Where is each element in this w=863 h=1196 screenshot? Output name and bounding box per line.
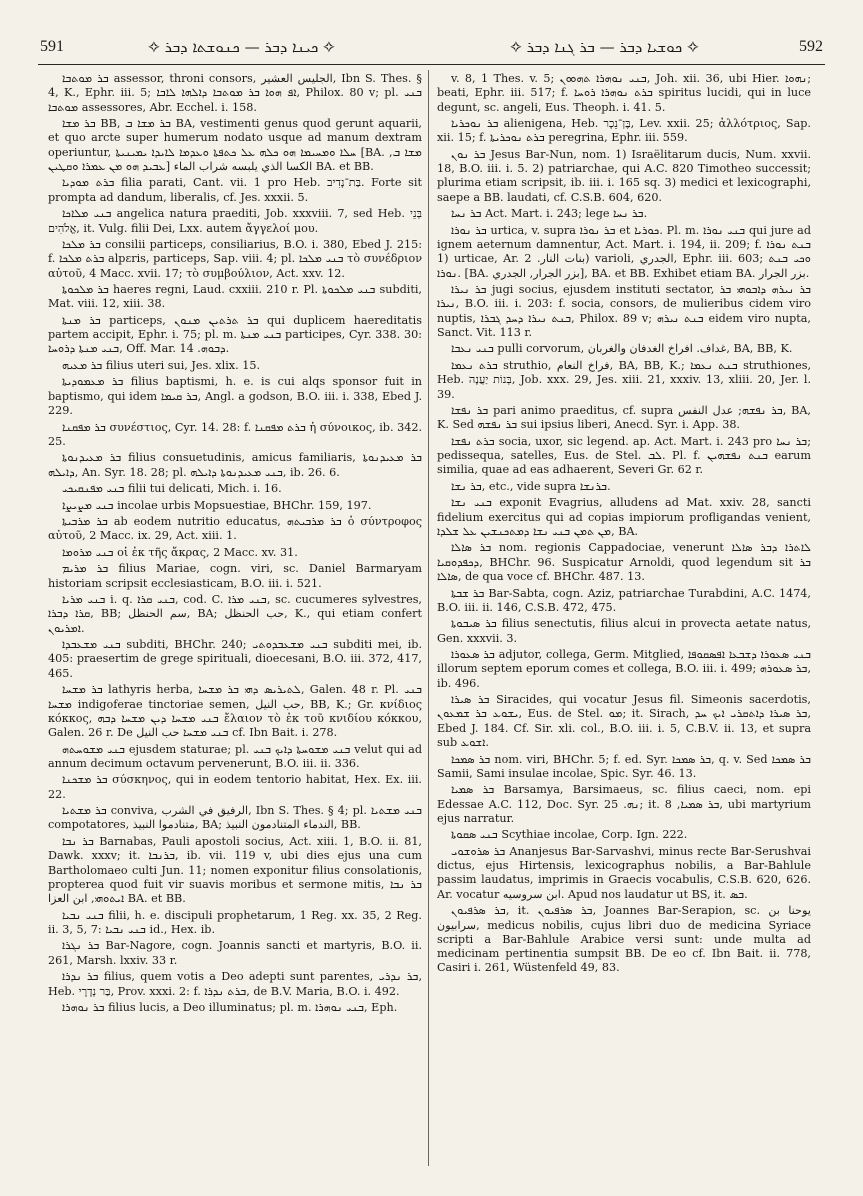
dictionary-entry: ܒܢܝ ܡܪܘܡܐ οἱ ἐκ τῆς ἄκρας, 2 Macc. xv. 31. — [62, 545, 298, 559]
dictionary-entry: ܒܢܝ ܡܫܘܚܬܗ ejusdem staturae; pl. ܒܢܝ ܡܫܘܚܬܐ ܕܐܝܟ ܒܢܝ velut qui ad annum decimum octavum pervenerunt, B.O. iii. ii. 336. — [48, 742, 422, 770]
dictionary-entry: ܒܪ ܢܓܪܐ Bar-Nagore, cogn. Joannis sancti et martyris, B.O. ii. 261, Marsh. lxxiv. 33 r. — [48, 939, 422, 967]
running-head-left: ✧ ܟܝܢܐ ܕܒܪ — ܟܢܘܫܬܐ ܕܒܪ ✧ — [148, 38, 335, 56]
header-rule — [38, 64, 825, 65]
dictionary-entry: ܒܢܝ ܡܦܢܩܝܟܝ filii tui delicati, Mich. i. 16. — [62, 482, 282, 496]
dictionary-entry: ܒܪ ܣܐܠܐ nom. regionis Cappadociae, venerunt ܠܐܬܪܐ ܕܒܪ ܣܐܠܐ ܕܟܦܕܘܩܝܐ, BHChr. 96. Suspicatur Arnoldi, quod legendum sit ܒܪ ܣܐܠܐ, de qua voce cf. BHChr. 487. 13. — [437, 541, 811, 584]
dictionary-entry: ܒܪ ܣܡܝܐ Barsamya, Barsimaeus, sc. filius caeci, nom. epi Edessae A.C. 112, Doc. Syr. ܢܗ. 25; it. ܒܪ ܣܡܝܐ, 8, ubi martyrium ejus narratur. — [437, 783, 811, 825]
left-column — [48, 72, 422, 1162]
dictionary-entry: ܒܪ ܢܘܢ Jesus Bar-Nun, nom. 1) Israëlitarum ducis, Num. xxvii. 18, B.O. iii. i. 5. 2) patriarchae, qui A.C. 820 Timotheo successit; plurima etiam scripsit, ib. iii. i. 165 sq. 3) medici et lexicographi, saepe a BB. laudati, cf. C.S.B. 604, 620. — [437, 147, 811, 204]
dictionary-entry: ܒܪ ܢܘܗܪܐ filius lucis, a Deo illuminatus; pl. m. ܒܢܝ ܢܘܗܪܐ, Eph. — [62, 1000, 398, 1014]
dictionary-entry: ܒܪ ܡܥܝܗ filius uteri sui, Jes. xlix. 15. — [62, 358, 261, 372]
dictionary-entry: ܒܢܝ ܡܫܥܒܕܐ subditi, BHChr. 240; ܒܢܝ ܡܫܥܒܕܘܬܝ subditi mei, ib. 405: praesertim de grege spirituali, dioecesani, B.O. iii. 372, 417, 465. — [48, 638, 422, 680]
dictionary-entry: v. 8, 1 Thes. v. 5; ܒܢܝ ܢܘܗܪܐ ܬܗܘܘܢ, Joh. xii. 36, ubi Hier. ܢܗܘܐ; beati, Ephr. iii. 517; f. ܒܪܬ ܢܘܗܪܐ ܪܘܚܐ spiritus lucidi, qui in luce degunt, sc. angeli, Eus. Theoph. i. 41. 5. — [437, 72, 811, 114]
dictionary-entry: ܒܪܬ ܢܥܡܐ struthio, فراخ النعام, BA, BB, K.; ܒܢܬ ܢܥܡܐ struthiones, Heb. בְּנוֹת יַעֲנָה, Job. xxx. 29, Jes. xiii. 21, xxxiv. 13, xliii. 20, Jer. l. 39. — [437, 358, 811, 401]
running-head-right: ✧ ܟܘܫܝܐ ܕܒܪ — ܒܪ ܓܢܐ ܕܒܪ ✧ — [510, 38, 699, 56]
dictionary-entry: ܒܢܝ ܢܫܐ exponit Evagrius, alludens ad Mat. xxiv. 28, sancti fidelium exercitus qui ad copias impiorum profligandas venient, ܡܢ ܬܡܢ ܒܢܝ ܢܫܐ ܕܡܬܟܢܫܝܢ ܥܠ ܫܠܕܐ, BA. — [437, 496, 811, 538]
dictionary-entry: ܒܪ ܡܥܝܕܢܘܬܐ filius consuetudinis, amicus familiaris, ܒܪ ܡܥܝܕܢܘܬܐ ܕܐܝܠܗ, An. Syr. 18. 28; pl. ܒܢܝ ܡܥܝܕܢܘܬܐ ܕܐܝܠܗ, ib. 26. 6. — [48, 451, 422, 479]
dictionary-entry: ܒܪ ܣܪܦܝܘܢ, it. ܒܪ ܣܪܦܝܘܢ, Joannes Bar-Serapion, sc. يوحنا بن سرابيون, medicus nobilis, cujus libri duo de medicina Syriace scripti a Bar-Bahlule Arabice versi sunt: unde multa ad medicinam pertinentia sumpsit BB. De eo cf. Ibn Bait. ii. 778, Casiri i. 261, Wüstenfeld 49, 83. — [437, 904, 811, 975]
dictionary-entry: ܒܪ ܢܚܐ Act. Mart. i. 243; lege ܒܪ ܢܚܐ. — [451, 207, 648, 221]
dictionary-entry: ܒܢܝ ܡܪܝܐ i. q. ܒܢܝ ܩܪܐ, cod. C. ܒܢܝ ܡܪܐ, sc. cucumeres sylvestres, ܩܪܐ ܕܒܪܐ, BB; سم الحنظل, BA; حب الحنظل, K., qui etiam confert ܐܡܪܝܘܢ. — [48, 593, 422, 635]
dictionary-entry: ܒܪ ܡܠܟܘܬܐ haeres regni, Laud. cxxiii. 210 r. Pl. ܒܢܝ ܡܠܟܘܬܐ subditi, Mat. viii. 12, xiii. 38. — [48, 283, 422, 311]
dictionary-entry: ܒܪ ܢܘܟܪܝܐ alienigena, Heb. בֶּן־נֵכָר, Lev. xxii. 25; ἀλλότριος, Sap. xii. 15; f. ܒܪܬ ܢܘܟܪܝܬܐ peregrina, Ephr. iii. 559. — [437, 117, 811, 145]
dictionary-entry: ܒܪ ܫܒܬܐ Bar-Sabta, cogn. Aziz, patriarchae Turabdini, A.C. 1474, B.O. iii. ii. 146, C.S.B. 472, 475. — [437, 586, 811, 614]
dictionary-entry: ܒܪ ܢܫܐ, etc., vide supra ܒܪܢܫܐ. — [451, 479, 611, 493]
dictionary-entry: ܒܢܝ ܣܩܘܬܐ Scythiae incolae, Corp. Ign. 222. — [451, 828, 688, 842]
dictionary-entry: ܒܪ ܣܪܘܫܘܝ Ananjesus Bar-Sarvashvi, minus recte Bar-Serushvai dictus, ejus Hirtensis, lexicographus nobilis, a Bar-Bahlule passim laudatus, imprimis in Graecis vocabulis, C.S.B. 620, 626. Ar. vocatur ابن سروسيه. Apud nos laudatur ut BS, it. ܒܣ. — [437, 844, 811, 901]
dictionary-entry: ܒܪ ܡܥܡܘܕܝܬܐ filius baptismi, h. e. is cui alqs sponsor fuit in baptismo, qui idem ܒܪ ܩܝܡܐ, Angl. a godson, B.O. iii. i. 338, Ebed J. 229. — [48, 375, 422, 418]
right-column — [437, 72, 811, 1162]
dictionary-entry: ܒܪܬ ܡܘܕܝܐ filia parati, Cant. vii. 1 pro Heb. בַּת־נָדִיב. Forte sit prompta ad dandum, liberalis, cf. Jes. xxxii. 5. — [48, 176, 422, 204]
dictionary-entry: ܒܪ ܢܒܐ Barnabas, Pauli apostoli socius, Act. xiii. 1, B.O. ii. 81, Dawk. xxxv; it. ܒܪܢܒܐ, ib. vii. 119 v, ubi dies ejus una cum Bartholomaeo culti Jun. 11; nomen exponitur filius consolationis, propterea quod fuit vir suavis moribus et sermone mitis, ܒܪ ܢܒܐ ܐܝܬܘܗܝ, ابن العزا BA. et BB. — [48, 834, 422, 906]
column-divider — [428, 70, 429, 1166]
page-number-right: 592 — [799, 38, 823, 55]
dictionary-entry: ܒܪ ܡܘܬܒܐ assessor, throni consors, الجليس العشير, Ibn S. Thes. § 4, K., Ephr. iii. 5; ܐܦ ܗܘܐ ܒܪ ܡܘܬܒܐ ܕܐܠܗܐ ܠܐܒܐ, Philox. 80 v; pl. ܒܢܝ ܡܘܬܒܐ assessores, Abr. Ecchel. i. 158. — [48, 72, 422, 114]
dictionary-entry: ܒܪ ܡܫܐ BB, ܒܪ ܡܫܐ ܒ BA, vestimenti genus quod gerunt aquarii, et quo arcte super humerum nodato usque ad manum dextram operiuntur, ܚܠܐ ܘܡܚܝܡܐ ܗܘ ܟܠܗ ܥܠ ܟܬܦܬܐ ܘܥܕܡܐ ܠܐܝܕܐ ܝܡܝܢܝܬܐ [BA. ܡܫܐ ܒ, ܥܒܝܕ ܗܘ ܡܢ ܥܡܪܐ ܘܩܛܝܢ] الكسا الذي يلبسه شراب الماء BA. et BB. — [48, 117, 422, 173]
dictionary-entry: ܒܪ ܢܕܪܐ filius, quem votis a Deo adepti sunt parentes, ܒܪ ܢܕܪܝ, Heb. בַּר נְדָרָי, Prov. xxxi. 2: f. ܒܪܬ ܢܕܪܐ, de B.V. Maria, B.O. i. 492. — [48, 970, 422, 998]
page-number-left: 591 — [40, 38, 64, 55]
dictionary-entry: ܒܪ ܡܪܝܡ filius Mariae, cogn. viri, sc. Daniel Barmaryam historiam scripsit ecclesiasticam, B.O. iii. i. 521. — [48, 562, 422, 590]
dictionary-entry: ܒܪ ܣܡܟܐ nom. viri, BHChr. 5; f. ed. Syr. ܒܪ ܣܡܟܐ, q. v. Sed ܒܪ ܣܡܟܐ Samii, Sami insulae incolae, Spic. Syr. 46. 13. — [437, 752, 811, 780]
dictionary-entry: ܒܪ ܢܝܪܐ jugi socius, ejusdem instituti sectator, ܒܪ ܢܝܪܗ ܕܐܒܘܗܝ ܒܪ ܢܝܪܐ, B.O. iii. i. 203: f. socia, consors, de mulieribus cidem viro nuptis, ܒܢܬ ܢܝܪܐ ܕܚܕ ܓܒܪܐ, Philox. 89 v; ܒܢܬ ܢܝܪܗ eidem viro nupta, Sanct. Vit. 113 r. — [437, 283, 811, 339]
dictionary-entry: ܒܪ ܡܫܟܢܐ σύσκηνος, qui in eodem tentorio habitat, Hex. Ex. iii. 22. — [48, 773, 422, 801]
dictionary-entry: ܒܢܝ ܢܒܝܐ filii, h. e. discipuli prophetarum, 1 Reg. xx. 35, 2 Reg. ii. 3, 5, 7: ܒܢܝ ܢܒܝܐ id., Hex. ib. — [48, 908, 422, 936]
dictionary-entry: ܒܪ ܢܦܫܐ pari animo praeditus, cf. supra ܒܪ ܢܦܫܗ; عدل النفس, BA, K. Sed ܒܪ ܢܦܫܗ sui ipsius liberi, Anecd. Syr. i. App. 38. — [437, 404, 811, 432]
dictionary-entry: ܒܪ ܣܥܘܪܐ adjutor, collega, Germ. Mitglied, ܒܢܝ ܣܥܘܪܐ ܕܫܒܥܐ ܐܦܣܩܘܦܐ illorum septem eporum comes et collega, B.O. iii. i. 499; ܒܪ ܣܥܘܪܗ, ib. 496. — [437, 648, 811, 690]
dictionary-entry: ܒܪ ܣܝܪܐ Siracides, qui vocatur Jesus fil. Simeonis sacerdotis, ܝܫܘܥ ܒܪ ܫܡܥܘܢ, Eus. de Stel. ܡܘ; it. Sirach, ܒܪ ܣܝܪܐ ܕܐܬܩܪܝ ܐܝܟ ܚܕ, Ebed J. 184. Cf. Sir. xli. col., B.O. iii. i. 5, C.B.V. ii. 13, et supra sub ܐܫܘܥ. — [437, 693, 811, 750]
dictionary-entry: ܒܪ ܡܫܬܝܐ conviva, الرفيق في الشرب, Ibn S. Thes. § 4; pl. ܒܢܝ ܡܫܬܝܐ compotatores, متنادموا النبيذ, BA; الندماء المتنادمون النبيذ, BB. — [48, 804, 422, 832]
dictionary-entry: ܒܪ ܡܫܚܐ lathyris herba, ܠܬܝܪܝܣ ܕܗܝ ܒܪ ܡܫܚܐ, Galen. 48 r. Pl. ܒܢܝ ܡܫܚܐ indigoferae tinctoriae semen, حب النيل, BB, K.; Gr. κνίδιος κόκκος, ܒܢܝ ܡܫܚܐ ܕܝܢ ܡܫܚܐ ܕܒܗ ἔλαιον τὸ ἐκ τοῦ κνιδίου κόκκου, Galen. 26 r. De ܒܢܝ ܡܫܚܐ حب النيل cf. Ibn Bait. i. 278. — [48, 683, 422, 740]
dictionary-entry: ܒܪ ܢܘܪܐ urtica, v. supra ܒܪ ܢܘܪܐ et ܟܘܪܝܐ. Pl. m. ܒܢܝ ܢܘܪܐ qui jure ad ignem aeternum damnentur, Act. Mart. i. 194, ii. 209; f. ܒܢܬ ܢܘܪܐ 1) urticae, Ar. بنات النار. 2) varioli, الجدري, Ephr. iii. 603; ܘܟܝ ܒܢܬ ܢܘܪܐ. [BA. بزر الجرار, الجدري], BA. et BB. Exhibet etiam BA. بزر الجرار. — [437, 223, 811, 280]
dictionary-entry: ܒܪ ܡܠܟܐ consilii particeps, consiliarius, B.O. i. 380, Ebed J. 215: f. ܒܪܬ ܡܠܟܐ alpεris, particeps, Sap. viii. 4; pl. ܒܢܝ ܡܠܟܐ τὸ συνέδριον αὐτοῦ, 4 Macc. xvii. 17; τὸ συμβούλιον, Act. xxv. 12. — [48, 238, 422, 280]
dictionary-entry: ܒܢܝ ܡܨܝܨܐ incolae urbis Mopsuestiae, BHChr. 159, 197. — [62, 498, 372, 512]
dictionary-entry: ܒܪ ܣܝܒܘܬܐ filius senectutis, filius alcui in provecta aetate natus, Gen. xxxvii. 3. — [437, 617, 811, 645]
dictionary-entry: ܒܪ ܡܢܬܐ particeps, ܒܪ ܬܪܬܝܢ ܡܢܘܢ qui duplicem haereditatis partem accipit, Ephr. i. 75; pl. m. ܒܢܝ ܡܢܬܐ participes, Cyr. 338. 30: ܒܢܝ ܡܢܬܐ ܕܪܘܚܐ, Off. Mar. ܕܒܘܗ. 14. — [48, 313, 422, 356]
dictionary-entry: ܒܢܝ ܡܠܐܟܐ angelica natura praediti, Job. xxxviii. 7, sed Heb. בְּנֵי אֱלֹהִים, it. Vulg. filii Dei, Lxx. autem ἄγγελοί μου. — [48, 207, 422, 235]
dictionary-entry: ܒܢܝ ܢܥܒܐ pulli corvorum, غداف. افراخ الغدفان والغربان, BA, BB, K. — [451, 342, 793, 356]
dictionary-entry: ܒܪܬ ܢܦܫܐ socia, uxor, sic legend. ap. Act. Mart. i. 243 pro ܒܪ ܢܚܐ; pedissequa, satelles, Eus. de Stel. ܠܒ. Pl. f. ܒܢܬ ܢܦܫܗܝܢ earum similia, quae ad eas adhaerent, Severi Gr. 62 r. — [437, 434, 811, 477]
dictionary-entry: ܒܪ ܡܪܒܝܬܐ ab eodem nutritio educatus, ܒܪ ܡܪܒܝܬܗ ὁ σύντροφος αὐτοῦ, 2 Macc. ix. 29, Act. xiii. 1. — [48, 515, 422, 543]
dictionary-entry: ܒܪ ܡܦܩܢܐ συνέστιος, Cyr. 14. 28: f. ܒܪܬ ܡܦܩܢܐ ἡ σύνοικος, ib. 342. 25. — [48, 420, 422, 448]
page-header — [40, 36, 823, 58]
